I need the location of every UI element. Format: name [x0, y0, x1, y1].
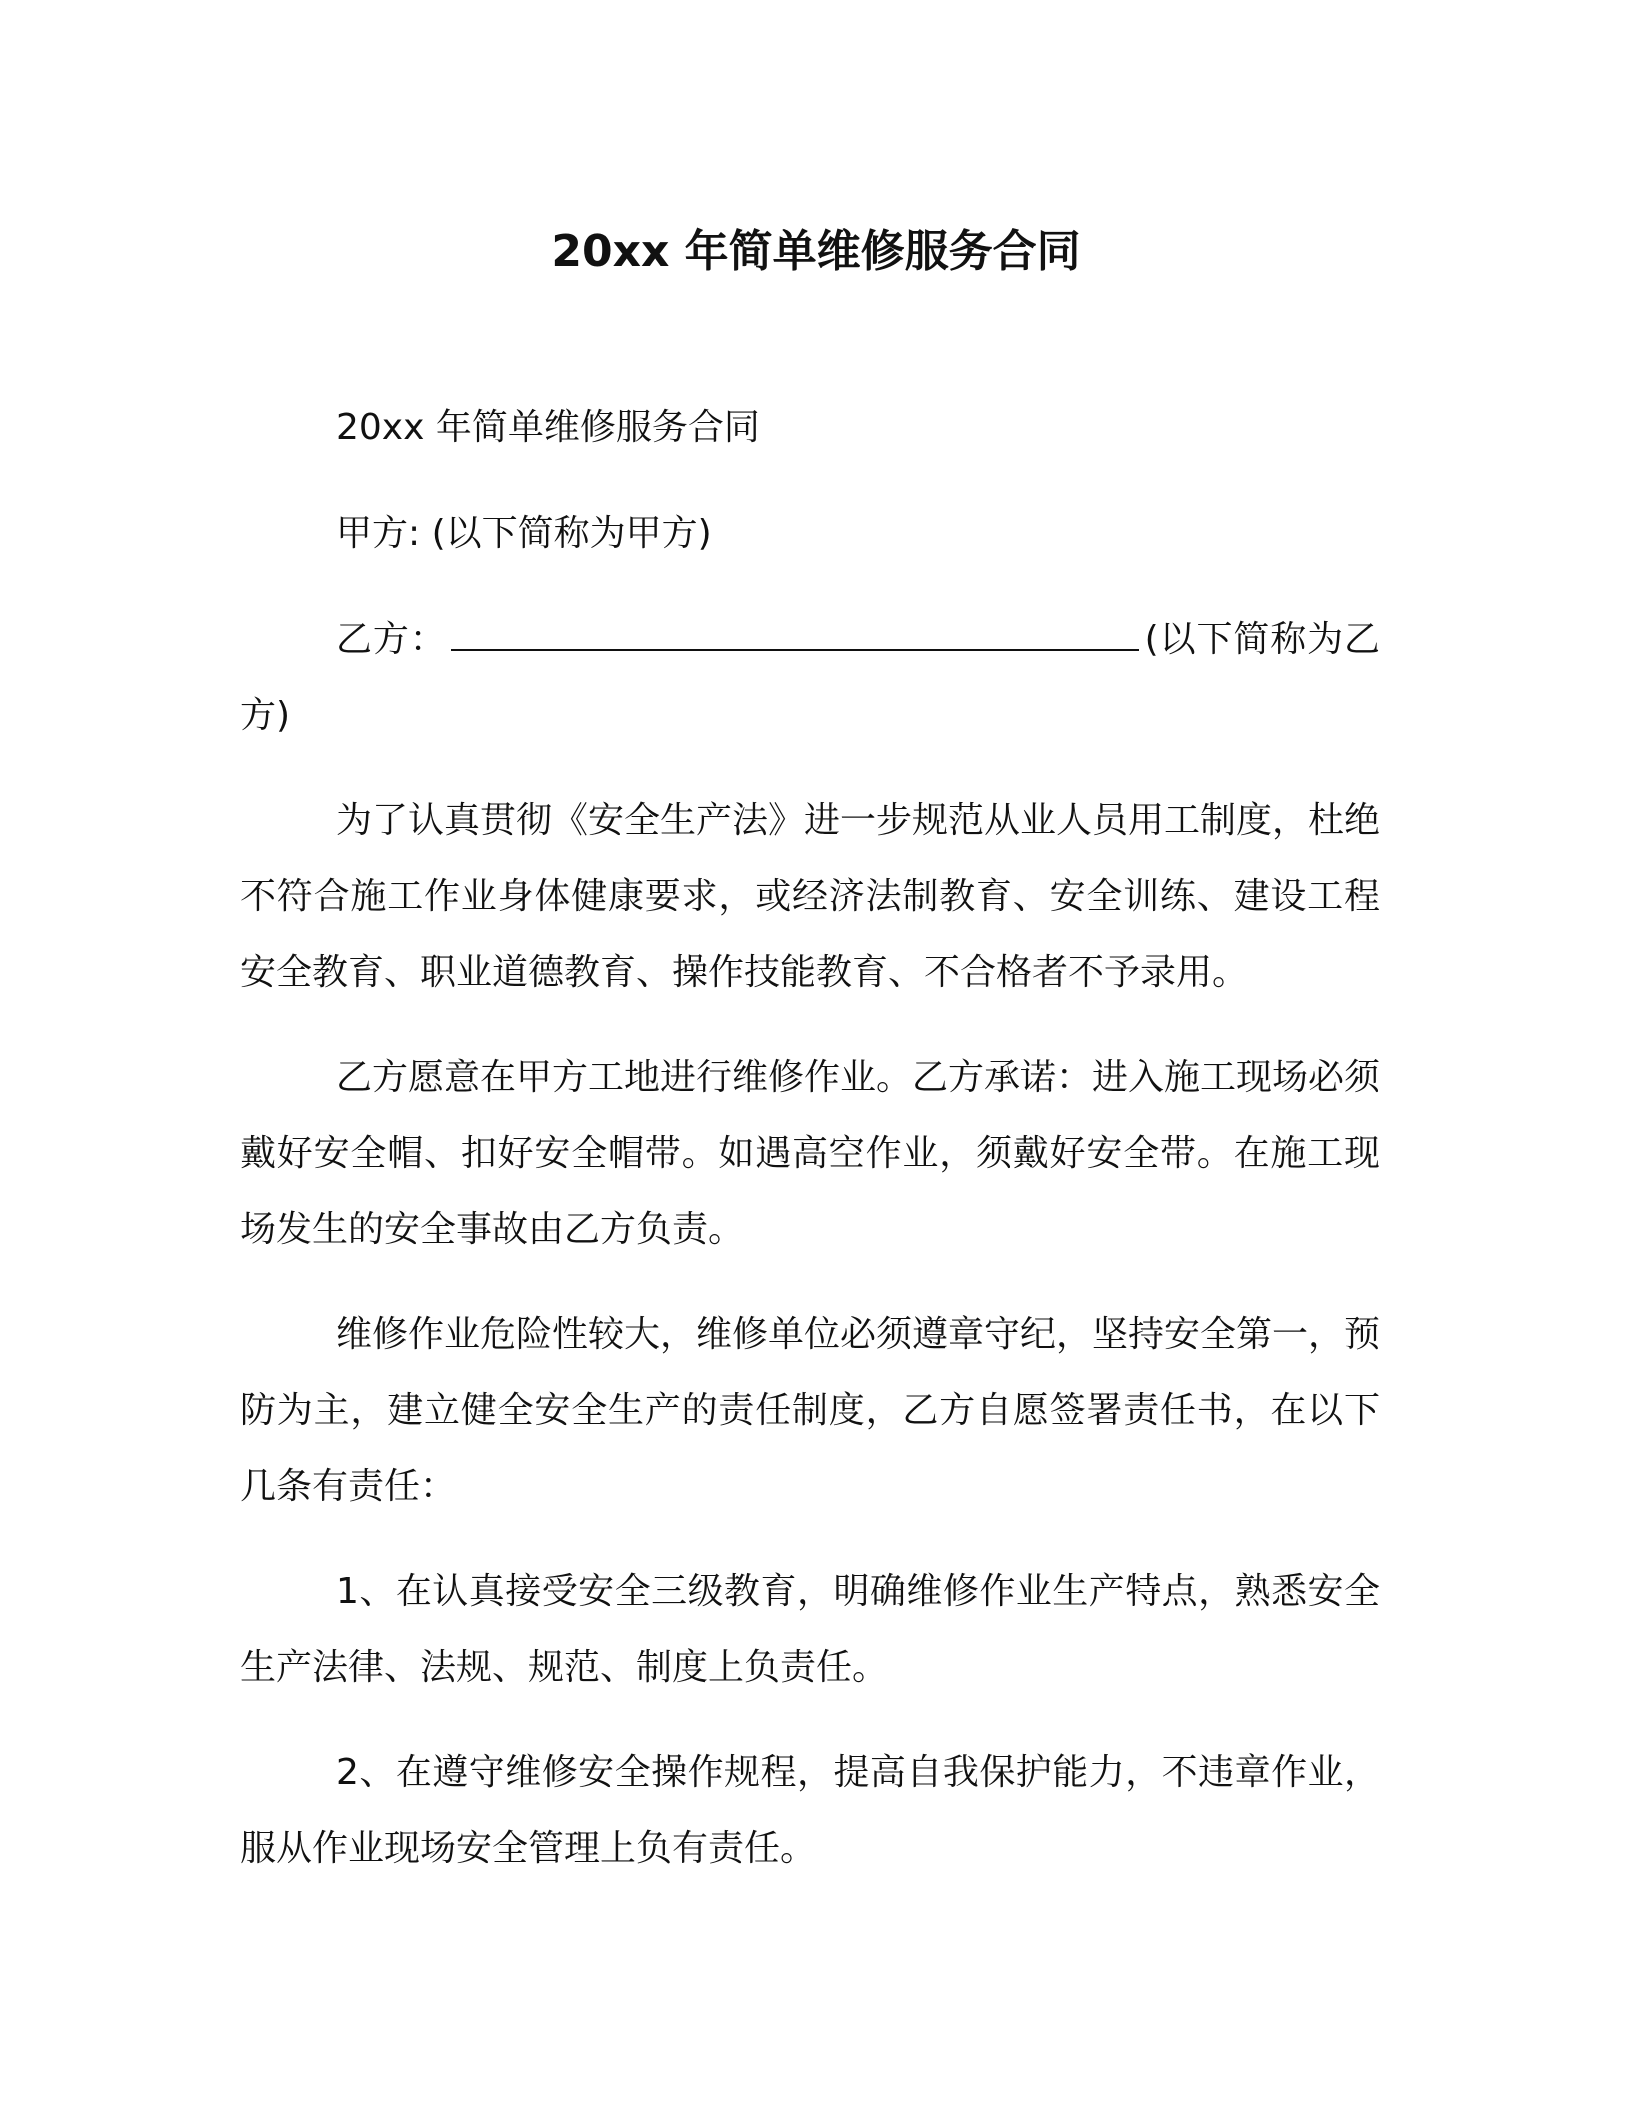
document-title: 20xx 年简单维修服务合同 — [551, 226, 1081, 277]
paragraph-purpose: 为了认真贯彻《安全生产法》进一步规范从业人员用工制度，杜绝不符合施工作业身体健康要求，或经济法制教育、安全训练、建设工程安全教育、职业道德教育、操作技能教育、不合格者不予录用。 — [240, 800, 1381, 993]
document-body — [240, 390, 1380, 1916]
party-a-line: 甲方: (以下简称为甲方) — [336, 513, 712, 554]
paragraph-responsibility: 维修作业危险性较大，维修单位必须遵章守纪，坚持安全第一，预防为主，建立健全安全生产的责任制度，乙方自愿签署责任书，在以下几条有责任： — [240, 1314, 1381, 1507]
clause-1: 1、在认真接受安全三级教育，明确维修作业生产特点，熟悉安全生产法律、法规、规范、制度上负责任。 — [240, 1571, 1380, 1688]
party-b-blank-underline — [451, 619, 1139, 651]
party-b-suffix: (以下简称为乙方) — [240, 619, 1380, 736]
party-b-label: 乙方： — [336, 619, 447, 660]
clause-2: 2、在遵守维修安全操作规程，提高自我保护能力，不违章作业，服从作业现场安全管理上负有责任。 — [240, 1752, 1380, 1869]
paragraph-commitment: 乙方愿意在甲方工地进行维修作业。乙方承诺：进入施工现场必须戴好安全帽、扣好安全帽带。如遇高空作业，须戴好安全带。在施工现场发生的安全事故由乙方负责。 — [240, 1057, 1381, 1250]
party-b-line — [240, 602, 1380, 754]
document-subtitle: 20xx 年简单维修服务合同 — [336, 407, 760, 448]
